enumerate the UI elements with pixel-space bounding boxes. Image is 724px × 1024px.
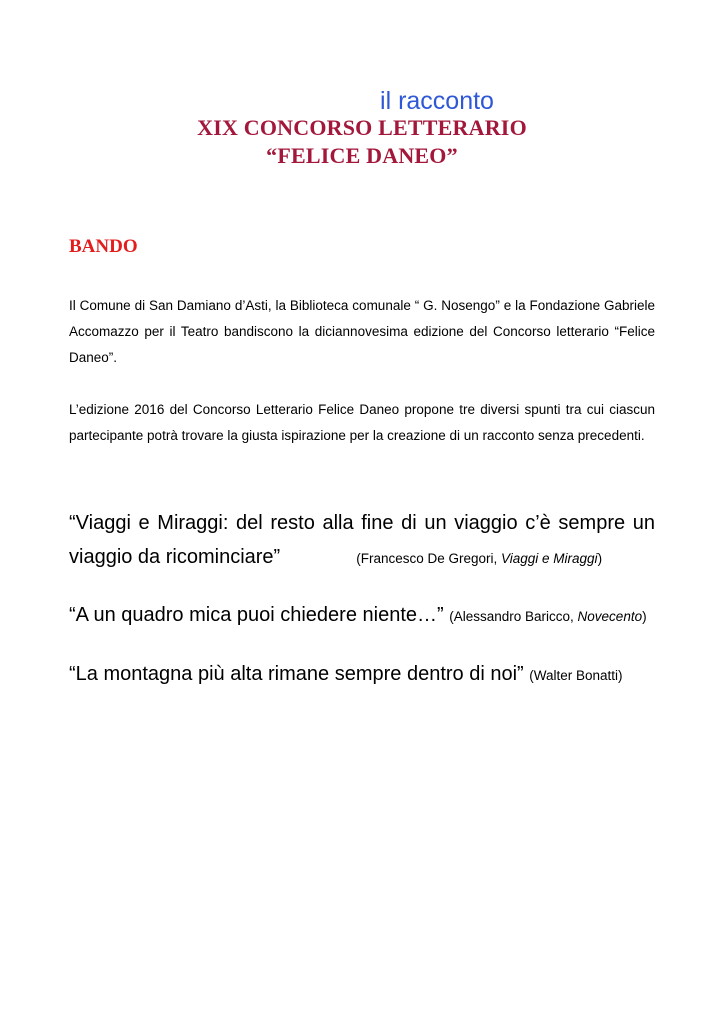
quote-1	[69, 506, 655, 576]
section-heading: BANDO	[69, 236, 138, 257]
document-header	[0, 88, 724, 170]
quote-2-work: Novecento	[577, 609, 643, 624]
quote-1-work: Viaggi e Miraggi	[501, 551, 598, 566]
quote-1-citation	[356, 551, 602, 566]
intro-paragraph: Il Comune di San Damiano d’Asti, la Biblioteca comunale “ G. Nosengo” e la Fondazione Gabriele Accomazzo per il Teatro bandiscono la diciannovesima edizione del Concorso letterario “Felice Daneo”.	[69, 298, 655, 365]
quote-1-author: (Francesco De Gregori,	[356, 551, 501, 566]
quote-3	[69, 657, 655, 693]
quote-1-text: “Viaggi e Miraggi: del resto alla fine di un viaggio c’è sempre un viaggio da ricominciare”	[69, 512, 655, 568]
quote-2	[69, 598, 655, 634]
quote-1-citation-close: )	[597, 551, 603, 566]
quote-3-text: “La montagna più alta rimane sempre dentro di noi”	[69, 663, 524, 685]
edition-paragraph: L’edizione 2016 del Concorso Letterario Felice Daneo propone tre diversi spunti tra cui ciascun partecipante potrà trovare la giusta ispirazione per la creazione di un racconto senza precedenti.	[69, 402, 655, 443]
contest-title-line-2: “FELICE DANEO”	[266, 143, 458, 168]
contest-title-line-1: XIX CONCORSO LETTERARIO	[197, 115, 527, 140]
header-subtitle: il racconto	[380, 87, 494, 115]
quote-2-text: “A un quadro mica puoi chiedere niente…”	[69, 604, 444, 626]
quote-2-author: (Alessandro Baricco,	[449, 609, 578, 624]
quote-2-citation	[449, 609, 646, 624]
quote-3-citation: (Walter Bonatti)	[529, 668, 623, 683]
quote-2-citation-close: )	[642, 609, 647, 624]
